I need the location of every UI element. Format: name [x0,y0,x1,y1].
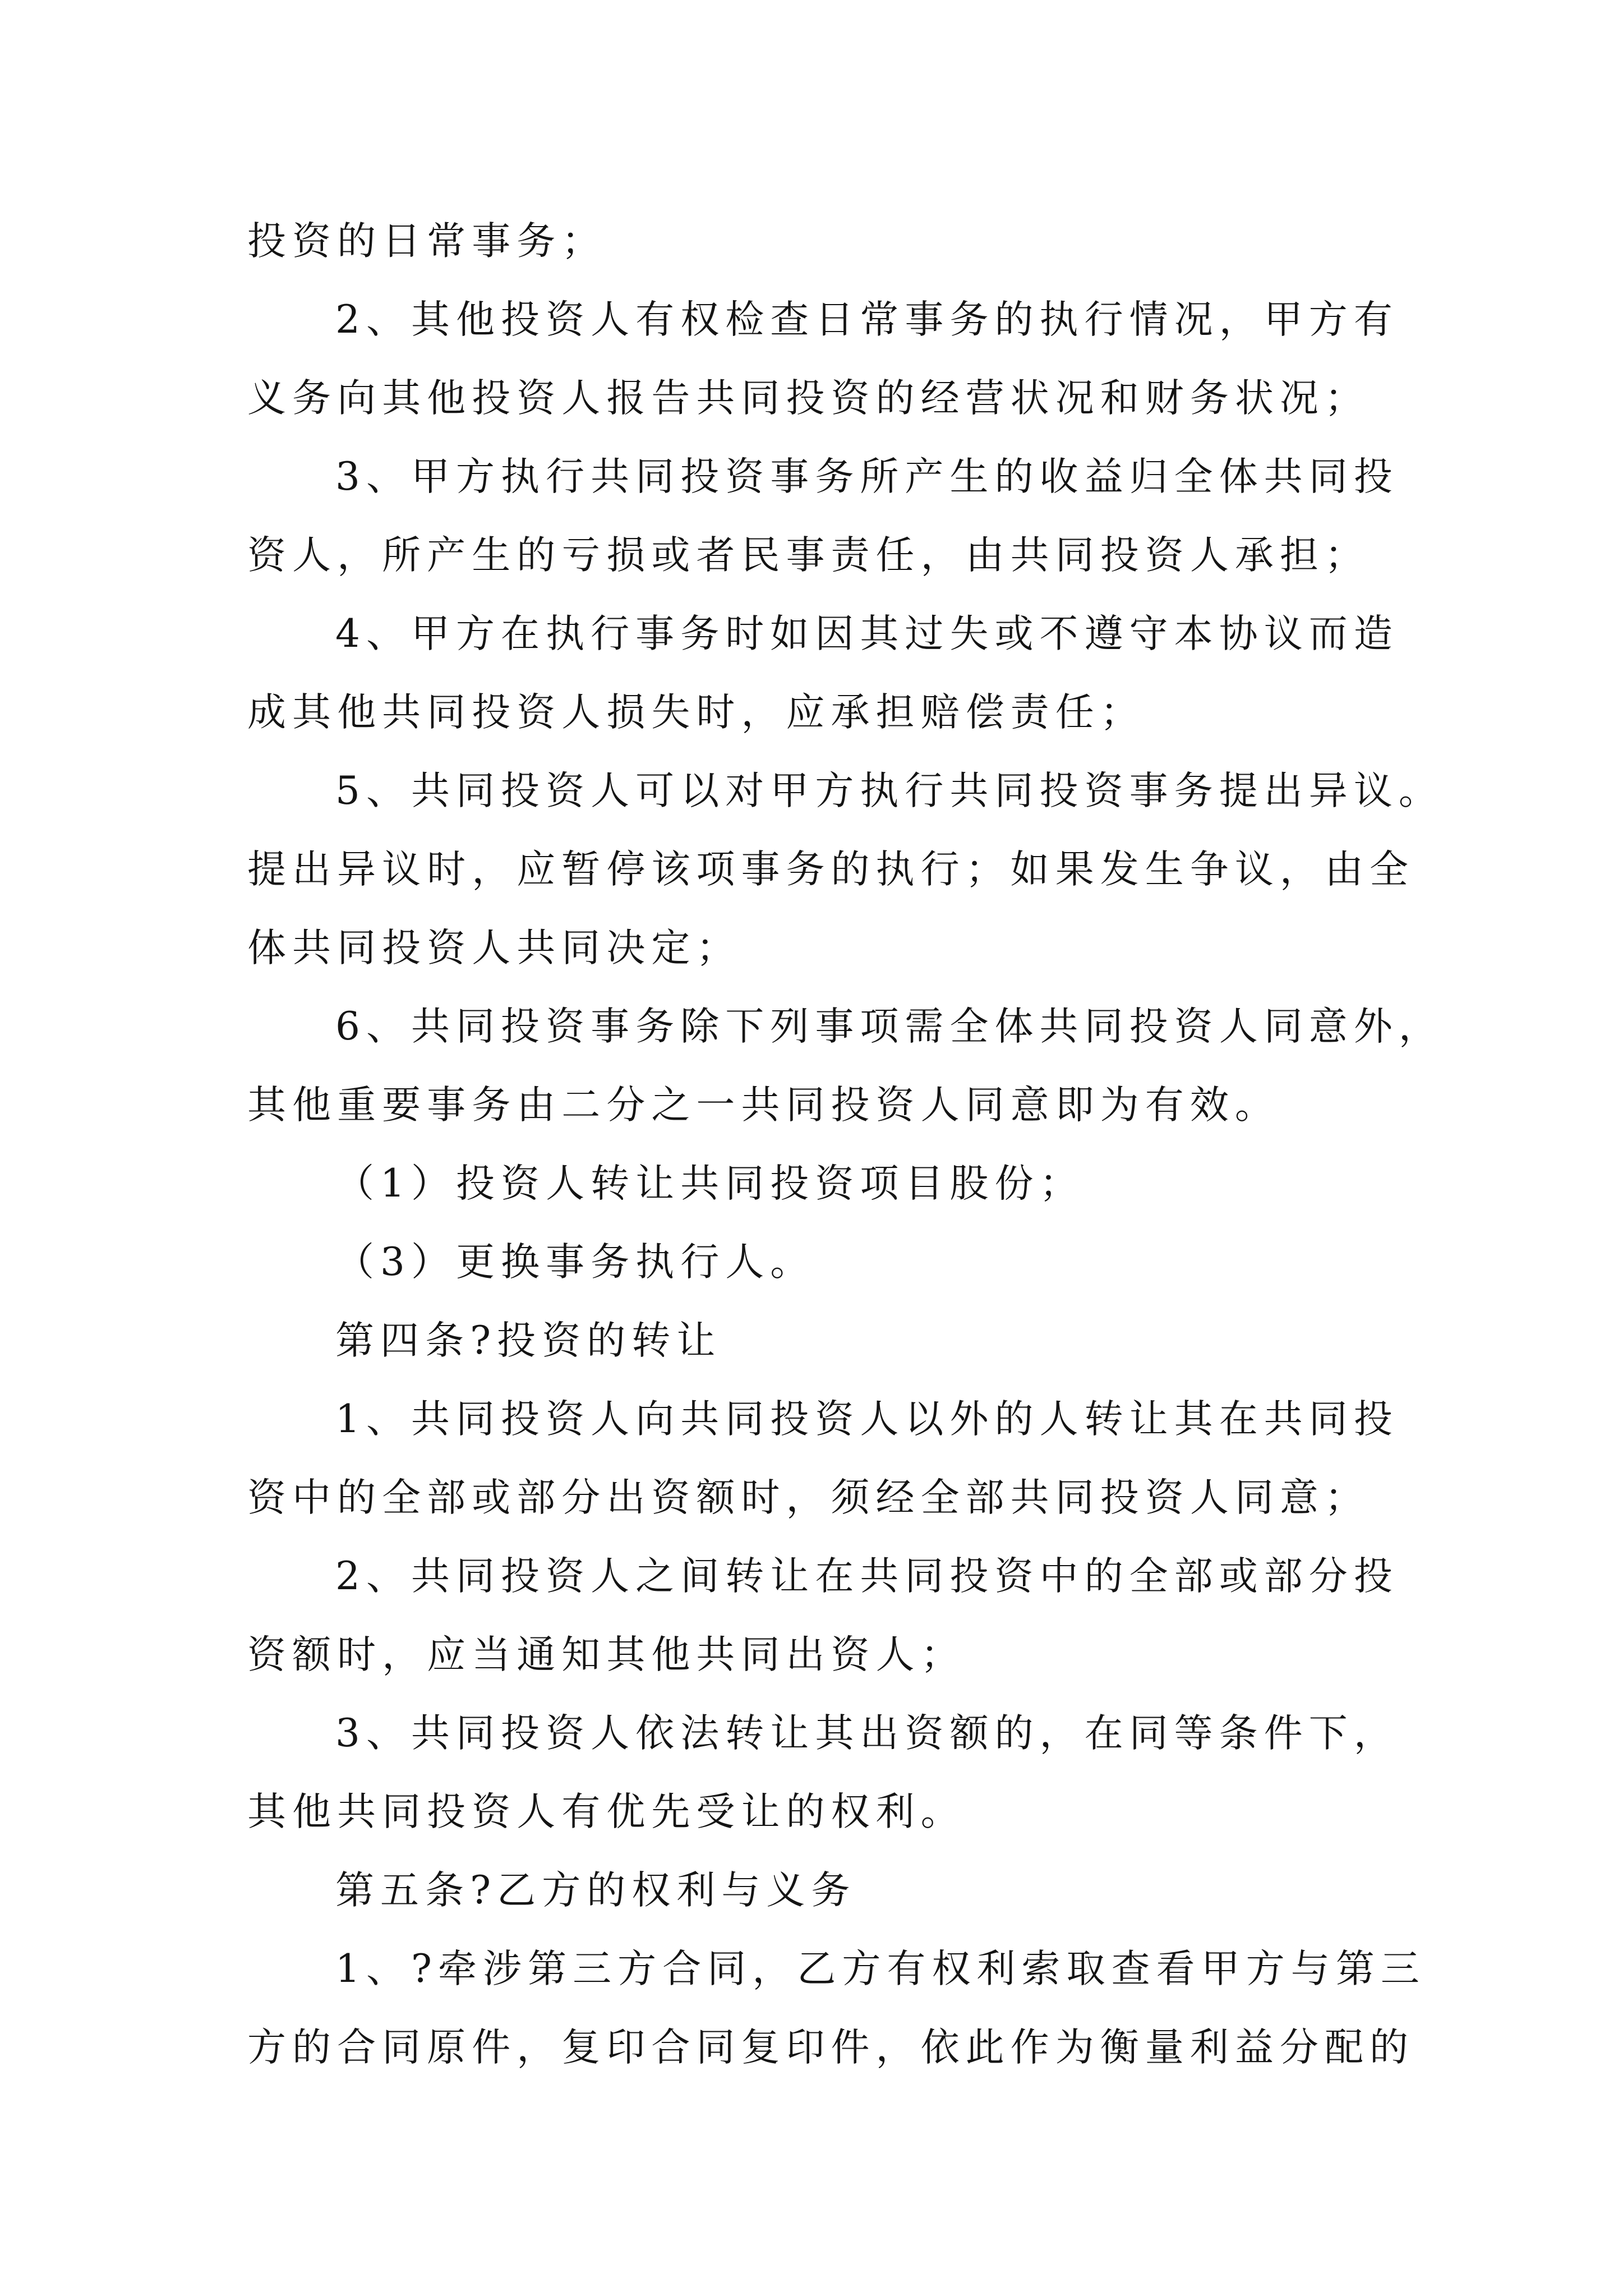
text-line: 1、?牵涉第三方合同，乙方有权利索取查看甲方与第三 [335,1947,1426,1991]
text-line: 1、共同投资人向共同投资人以外的人转让其在共同投 [335,1397,1399,1442]
text-line: 提出异议时，应暂停该项事务的执行；如果发生争议，由全 [247,847,1415,892]
text-line: 6、共同投资事务除下列事项需全体共同投资人同意外， [335,1004,1444,1049]
text-line: 义务向其他投资人报告共同投资的经营状况和财务状况； [247,376,1370,421]
text-line: 资额时，应当通知其他共同出资人； [247,1632,966,1677]
text-line: 方的合同原件，复印合同复印件，依此作为衡量利益分配的 [247,2025,1415,2070]
text-line: 成其他共同投资人损失时，应承担赔偿责任； [247,690,1145,735]
list-item: （3）更换事务执行人。 [335,1240,815,1285]
text-line: 其他重要事务由二分之一共同投资人同意即为有效。 [247,1083,1280,1128]
text-line: 资中的全部或部分出资额时，须经全部共同投资人同意； [247,1475,1370,1520]
text-line: 2、共同投资人之间转让在共同投资中的全部或部分投 [335,1554,1399,1599]
text-line: 2、其他投资人有权检查日常事务的执行情况，甲方有 [335,297,1399,342]
text-line: 其他共同投资人有优先受让的权利。 [247,1789,966,1834]
text-line: 5、共同投资人可以对甲方执行共同投资事务提出异议。 [335,769,1444,813]
text-line: 投资的日常事务； [247,219,607,264]
section-heading: 第四条?投资的转让 [335,1318,722,1363]
text-line: 3、共同投资人依法转让其出资额的，在同等条件下， [335,1711,1399,1756]
list-item: （1）投资人转让共同投资项目股份； [335,1161,1085,1206]
text-line: 资人，所产生的亏损或者民事责任，由共同投资人承担； [247,533,1370,578]
text-line: 4、甲方在执行事务时如因其过失或不遵守本协议而造 [335,611,1399,656]
text-line: 体共同投资人共同决定； [247,926,741,970]
section-heading: 第五条?乙方的权利与义务 [335,1868,856,1913]
text-line: 3、甲方执行共同投资事务所产生的收益归全体共同投 [335,454,1399,499]
